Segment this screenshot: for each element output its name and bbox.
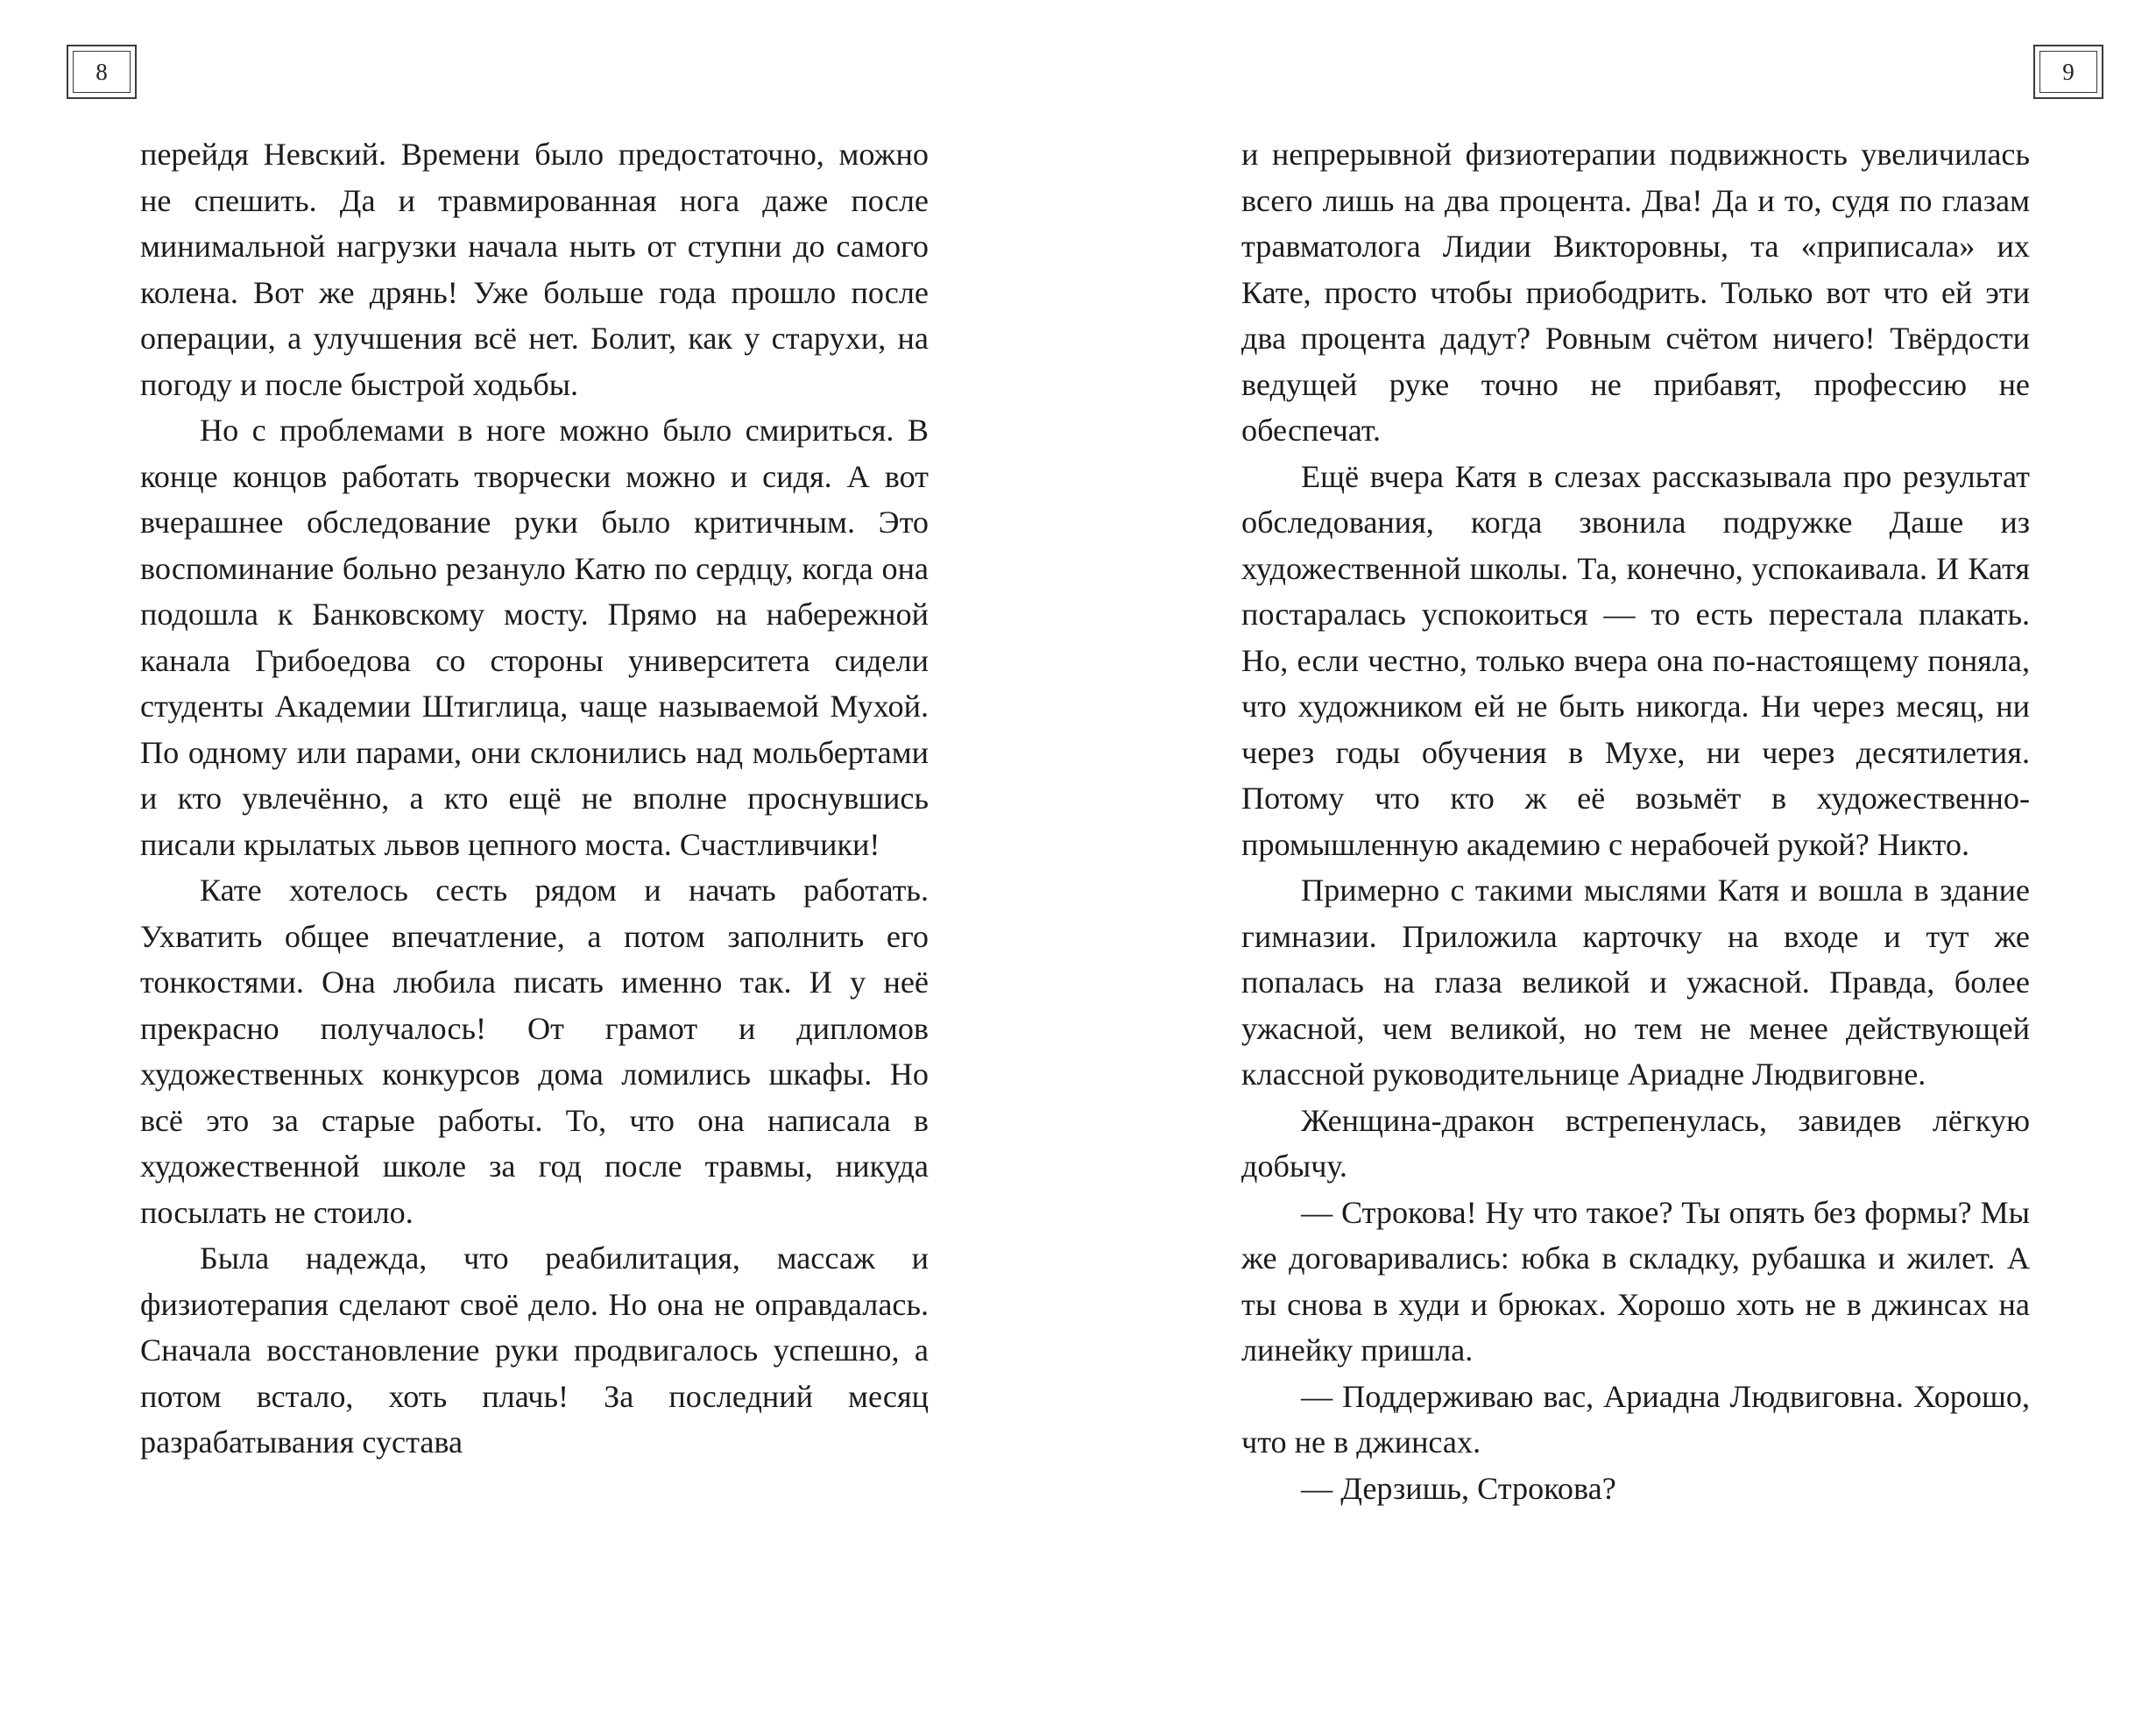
paragraph: перейдя Невский. Времени было предостаточно, можно не спешить. Да и травмированная нога даже после минимальной нагрузки начала ныть от ступни до самого колена. Вот же дрянь! Уже больше года прошло после операции, а улучшения всё нет. Болит, как у старухи, на погоду и после быстрой ходьбы. xyxy=(140,137,929,402)
paragraph: Кате хотелось сесть рядом и начать работать. Ухватить общее впечатление, а потом заполнить его тонкостями. Она любила писать именно так. И у неё прекрасно получалось! От грамот и дипломов художественных конкурсов дома ломились шкафы. Но всё это за старые работы. То, что она написала в художественной школе за год после травмы, никуда посылать не стоило. xyxy=(140,873,929,1230)
paragraph: Примерно с такими мыслями Катя и вошла в здание гимназии. Приложила карточку на входе и тут же попалась на глаза великой и ужасной. Правда, более ужасной, чем великой, но тем не менее действующей классной руководительнице Ариадне Людвиговне. xyxy=(1241,873,2030,1092)
page-number: 9 xyxy=(2062,58,2075,85)
paragraph: Была надежда, что реабилитация, массаж и физиотерапия сделают своё дело. Но она не оправдалась. Сначала восстановление руки продвигалось успешно, а потом встало, хоть плачь! За последний месяц разрабатывания сустава xyxy=(140,1241,929,1460)
page-text xyxy=(140,131,929,1466)
paragraph: и непрерывной физиотерапии подвижность увеличилась всего лишь на два процента. Два! Да и то, судя по глазам травматолога Лидии Викторовны, та «приписала» их Кате, просто чтобы приободрить. Только вот что ей эти два процента дадут? Ровным счётом ничего! Твёрдости ведущей руке точно не прибавят, профессию не обеспечат. xyxy=(1241,137,2030,448)
right-page xyxy=(1078,0,2156,1725)
page-number: 8 xyxy=(95,58,108,85)
page-number-frame xyxy=(67,45,137,99)
paragraph: — Поддерживаю вас, Ариадна Людвиговна. Хорошо, что не в джинсах. xyxy=(1241,1378,2030,1460)
page-number-frame xyxy=(2033,45,2103,99)
paragraph: Ещё вчера Катя в слезах рассказывала про результат обследования, когда звонила подружке Даше из художественной школы. Та, конечно, успокаивала. И Катя постаралась успокоиться — то есть перестала плакать. Но, если честно, только вчера она по-настоящему поняла, что художником ей не быть никогда. Ни через месяц, ни через годы обучения в Мухе, ни через десятилетия. Потому что кто ж её возьмёт в художественно-промышленную академию с нерабочей рукой? Никто. xyxy=(1241,458,2030,862)
paragraph: Женщина-дракон встрепенулась, завидев лёгкую добычу. xyxy=(1241,1102,2030,1184)
paragraph: — Дерзишь, Строкова? xyxy=(1301,1470,1616,1506)
paragraph: Но с проблемами в ноге можно было смириться. В конце концов работать творчески можно и сидя. А вот вчерашнее обследование руки было критичным. Это воспоминание больно резануло Катю по сердцу, когда она подошла к Банковскому мосту. Прямо на набережной канала Грибоедова со стороны университета сидели студенты Академии Штиглица, чаще называемой Мухой. По одному или парами, они склонились над мольбертами и кто увлечённо, а кто ещё не вполне проснувшись писали крылатых львов цепного моста. Счастливчики! xyxy=(140,413,929,862)
page-text xyxy=(1241,131,2030,1511)
paragraph: — Строкова! Ну что такое? Ты опять без формы? Мы же договаривались: юбка в складку, рубашка и жилет. А ты снова в худи и брюках. Хорошо хоть не в джинсах на линейку пришла. xyxy=(1241,1194,2030,1368)
